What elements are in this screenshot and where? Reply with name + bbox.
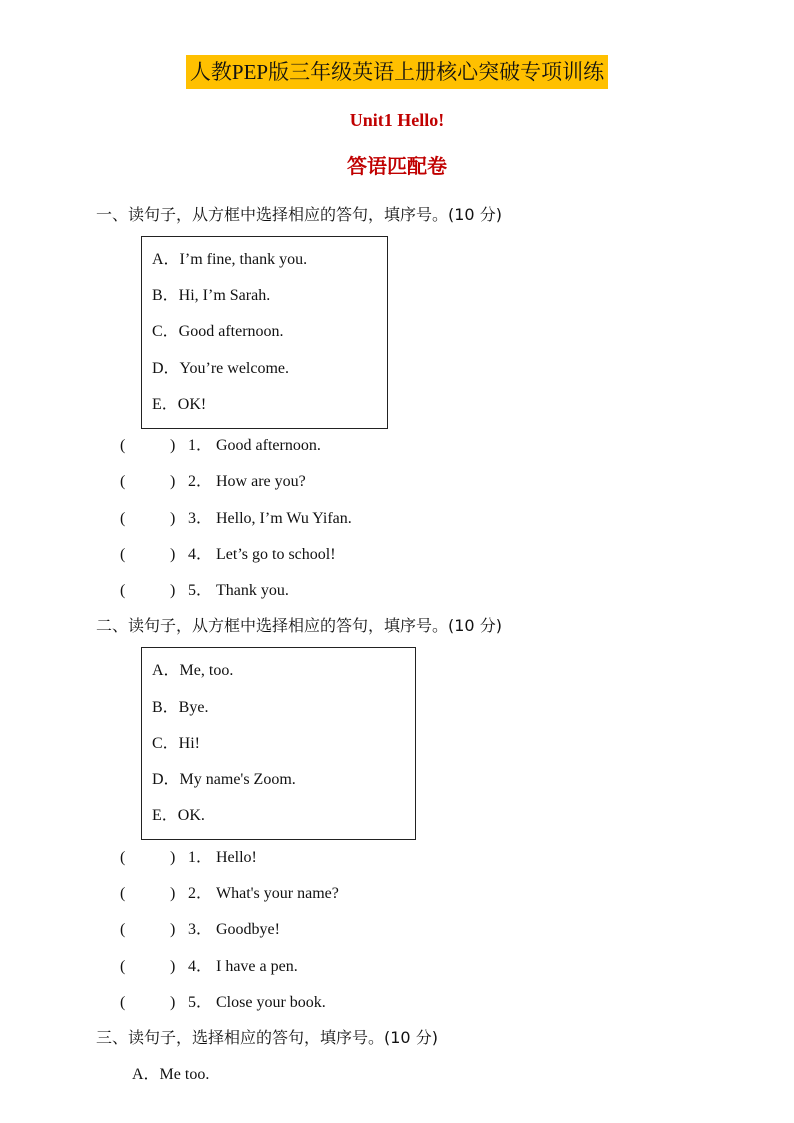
- question-number: 2．: [188, 473, 213, 490]
- section-2-heading: 二、读句子，从方框中选择相应的答句，填序号。(10 分): [96, 616, 502, 635]
- answer-blank-close: ): [170, 510, 176, 527]
- question-text: What's your name?: [216, 885, 339, 902]
- question-row: [120, 432, 321, 455]
- option-d: D．You’re welcome.: [152, 360, 290, 377]
- answer-blank-open[interactable]: (: [120, 994, 126, 1011]
- document-title: 人教PEP版三年级英语上册核心突破专项训练: [186, 55, 608, 89]
- answer-blank-open[interactable]: (: [120, 473, 126, 490]
- answer-blank-close: ): [170, 546, 176, 563]
- option-d: D．My name's Zoom.: [152, 771, 296, 788]
- question-number: 1．: [188, 849, 213, 866]
- title-banner: [0, 55, 794, 89]
- question-text: How are you?: [216, 473, 306, 490]
- answer-blank-open[interactable]: (: [120, 546, 126, 563]
- answer-blank-close: ): [170, 921, 176, 938]
- question-text: Good afternoon.: [216, 437, 321, 454]
- question-text: Hello, I’m Wu Yifan.: [216, 510, 352, 527]
- answer-blank-open[interactable]: (: [120, 921, 126, 938]
- paper-title: 答语匹配卷: [347, 154, 447, 178]
- question-number: 4．: [188, 546, 213, 563]
- section-1-options-box: [141, 236, 388, 429]
- question-number: 3．: [188, 510, 213, 527]
- option-b: B．Hi, I’m Sarah.: [152, 287, 271, 304]
- option-b: B．Bye.: [152, 699, 209, 716]
- option-c: C．Good afternoon.: [152, 323, 284, 340]
- question-row: [120, 505, 352, 528]
- answer-blank-close: ): [170, 994, 176, 1011]
- section-3-heading: 三、读句子，选择相应的答句，填序号。(10 分): [96, 1028, 438, 1047]
- question-text: I have a pen.: [216, 958, 298, 975]
- question-number: 4．: [188, 958, 213, 975]
- answer-blank-close: ): [170, 849, 176, 866]
- question-row: [120, 541, 336, 564]
- answer-blank-close: ): [170, 437, 176, 454]
- question-text: Thank you.: [216, 582, 289, 599]
- question-row: [120, 577, 289, 600]
- answer-blank-open[interactable]: (: [120, 958, 126, 975]
- option-a: A．I’m fine, thank you.: [152, 251, 308, 268]
- unit-title: Unit1 Hello!: [349, 110, 445, 130]
- answer-blank-open[interactable]: (: [120, 510, 126, 527]
- question-number: 5．: [188, 994, 213, 1011]
- option-e: E．OK.: [152, 807, 205, 824]
- option-c: C．Hi!: [152, 735, 201, 752]
- question-row: [120, 844, 257, 867]
- answer-blank-open[interactable]: (: [120, 437, 126, 454]
- question-text: Let’s go to school!: [216, 546, 336, 563]
- answer-blank-close: ): [170, 473, 176, 490]
- question-number: 3．: [188, 921, 213, 938]
- question-number: 1．: [188, 437, 213, 454]
- answer-blank-close: ): [170, 885, 176, 902]
- question-number: 2．: [188, 885, 213, 902]
- option-e: E．OK!: [152, 396, 207, 413]
- option-a: A．Me, too.: [152, 662, 234, 679]
- question-row: [120, 916, 280, 939]
- answer-blank-open[interactable]: (: [120, 849, 126, 866]
- question-text: Close your book.: [216, 994, 326, 1011]
- question-text: Goodbye!: [216, 921, 280, 938]
- section-1-heading: 一、读句子，从方框中选择相应的答句，填序号。(10 分): [96, 205, 502, 224]
- section-2-options-box: [141, 647, 416, 840]
- question-row: [120, 953, 298, 976]
- question-row: [120, 989, 326, 1012]
- question-row: [120, 880, 339, 903]
- answer-blank-open[interactable]: (: [120, 582, 126, 599]
- option-a: A．Me too.: [132, 1066, 210, 1083]
- answer-blank-close: ): [170, 958, 176, 975]
- question-number: 5．: [188, 582, 213, 599]
- question-text: Hello!: [216, 849, 257, 866]
- answer-blank-close: ): [170, 582, 176, 599]
- answer-blank-open[interactable]: (: [120, 885, 126, 902]
- question-row: [120, 468, 306, 491]
